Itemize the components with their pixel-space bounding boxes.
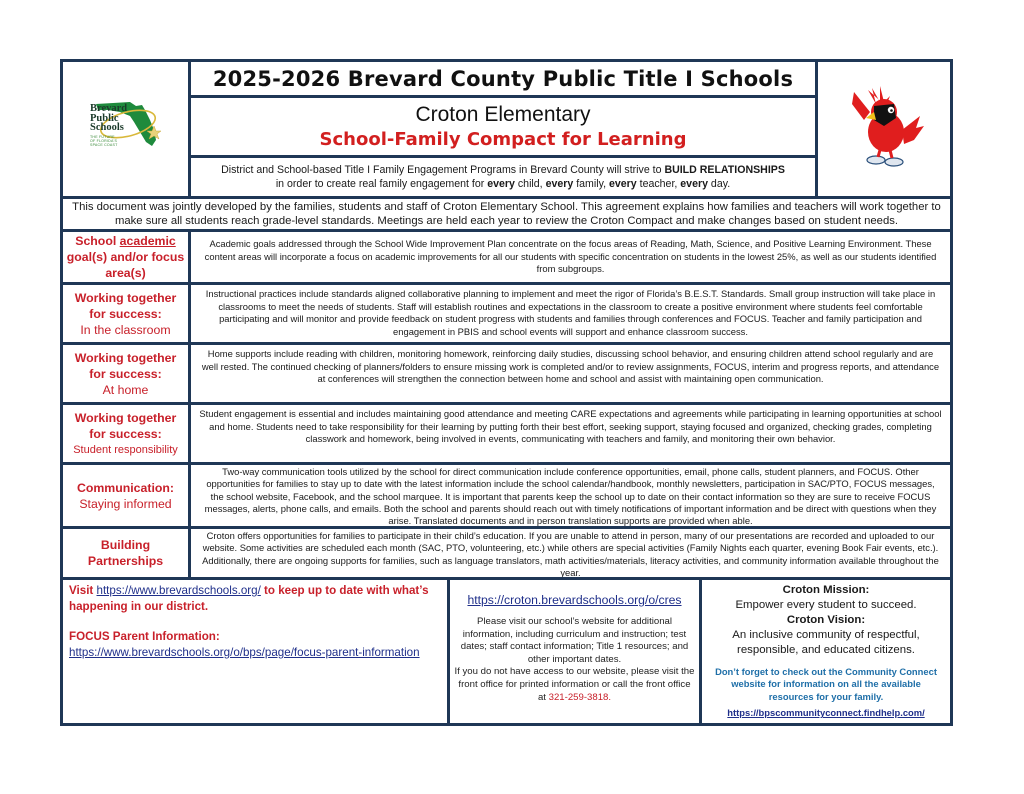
vision-heading: Croton Vision xyxy=(786,614,862,626)
child-text: child, xyxy=(514,178,546,190)
section-building-partnerships xyxy=(63,526,950,577)
district-logo-cell xyxy=(63,62,191,196)
brevard-public-schools-logo xyxy=(90,98,166,154)
section-student-responsibility xyxy=(63,402,950,462)
document-header xyxy=(63,62,950,196)
compact-title: School-Family Compact for Learning xyxy=(319,129,687,150)
district-statement xyxy=(191,158,815,196)
section-classroom xyxy=(63,282,950,342)
school-cell xyxy=(191,98,815,158)
mission-text: Empower every student to succeed. xyxy=(735,599,917,611)
vision-text: An inclusive community of respectful, responsible, and educated citizens. xyxy=(732,629,920,656)
district-website-link[interactable]: https://www.brevardschools.org/ xyxy=(96,584,261,597)
label-subtext: At home xyxy=(102,382,149,397)
label-text: School xyxy=(75,234,120,248)
every-text: every xyxy=(487,178,515,190)
community-connect-link[interactable]: https://bpscommunityconnect.findhelp.com/ xyxy=(727,707,925,719)
section-label xyxy=(63,405,191,462)
every-text: every xyxy=(680,178,708,190)
logo-line3: Schools xyxy=(90,122,124,133)
community-connect-text: Don’t forget to check out the Community Connect website for information on all the available resources for your family. xyxy=(715,666,937,702)
visit-text-post: to keep up to date with what’s happening in our district. xyxy=(69,584,429,613)
district-text: District and School-based Title I Family Engagement Programs in Brevard County will strive to xyxy=(221,164,665,176)
every-text: every xyxy=(545,178,574,190)
logo-tagline2: OF FLORIDA'S xyxy=(90,139,118,143)
section-label xyxy=(63,232,191,282)
logo-line2: Public xyxy=(90,112,119,124)
day-text: day. xyxy=(707,178,731,190)
label-text: Working together for success: xyxy=(74,290,177,321)
district-text-2: in order to create real family engagement for xyxy=(275,178,488,190)
school-website-text: Please visit our school’s website for additional information, including curriculum and instruction; test dates; staff contact information; Title 1 resources; and other important dates. xyxy=(460,616,689,665)
label-text: Communication: xyxy=(76,480,174,495)
district-links-panel xyxy=(63,580,450,723)
focus-heading: FOCUS Parent Information: xyxy=(69,630,220,643)
compact-document xyxy=(60,59,953,726)
school-name: Croton Elementary xyxy=(415,103,591,126)
family-text: family, xyxy=(573,178,609,190)
school-website-link[interactable]: https://croton.brevardschools.org/o/cres xyxy=(467,593,682,607)
mission-heading: Croton Mission xyxy=(782,584,866,596)
page-title: 2025-2026 Brevard County Public Title I Schools xyxy=(212,66,794,91)
cardinal-mascot-icon xyxy=(846,82,926,172)
section-academic-goals xyxy=(63,229,950,282)
label-text: Working together for success: xyxy=(74,410,177,441)
front-office-text: If you do not have access to our website, please visit the front office for printed information or call the front office at xyxy=(454,666,695,703)
compact-intro xyxy=(63,196,950,229)
section-label xyxy=(63,529,191,577)
section-text: Instructional practices include standards aligned collaborative planning to implement and meet the rigor of Florida’s B.E.S.T. Standards. Small group instruction will take place in classrooms to meet the needs of students. Staff will establish routines and expectations in the classroom to create a positive environment where students feel comfortable participating and will monitor and provide feedback on student progress with students and families through conferences and FOCUS. Teacher and family participation and engagement in PBIS and school events will support and enhance classroom success. xyxy=(205,288,936,337)
title-cell xyxy=(191,62,815,98)
teacher-text: teacher, xyxy=(636,178,681,190)
logo-line1: Brevard xyxy=(90,103,128,114)
section-text: Academic goals addressed through the School Wide Improvement Plan concentrate on the focus areas of Reading, Math, Science, and Positive Learning Environment. These content areas will incorporate a focus on academic improvements for all our students with specific concentration on students in the lowest 25%, as well as our students identified from subgroups. xyxy=(204,238,937,275)
focus-parent-link[interactable]: https://www.brevardschools.org/o/bps/page/focus-parent-information xyxy=(69,646,420,659)
section-label xyxy=(63,345,191,402)
phone-number: 321-259-3818. xyxy=(548,691,612,703)
label-text: goal(s) and/or focus area(s) xyxy=(66,250,185,280)
section-text: Student engagement is essential and includes maintaining good attendance and meeting CARE expectations and agreements while participating in learning opportunities at school and home. Students need to take responsibility for their learning by putting forth their best effort, seeking support, staying focused and organized, checking grades, completing classwork and homework, being involved in events, communicating with teachers and family, and monitoring their own behavior. xyxy=(199,408,942,445)
visit-text: Visit xyxy=(69,584,97,597)
mission-vision-panel: Croton Mission: Empower every student to succeed. Croton Vision: An inclusive community of respectful, responsible, and educated citizens. Don’t forget to check out the Community Connect website for information on all the available resources for your family. https://bpscommunityconnect.findhelp.com/ xyxy=(702,580,950,723)
section-text: Two-way communication tools utilized by the school for direct communication include conference opportunities, email, phone calls, student planners, and FOCUS. Other opportunities for families to stay up to date with the latest information include the school calendar/handbook, monthly newsletters, participation in SAC/PTO, FOCUS messages, the school website, Facebook, and the school marquee. It is important that parents keep the school up to date on their contact information so they are sure to receive FOCUS messages, alerts, phone calls, and emails. Both the school and parents should reach out with timely notifications of important information and be direct with questions when they arise. Translated documents and in person translation supports are provided when able. xyxy=(204,466,937,527)
mascot-cell xyxy=(815,62,950,196)
section-label xyxy=(63,465,191,526)
section-at-home xyxy=(63,342,950,402)
intro-line-1: This document was jointly developed by the families, students and staff of Croton Elementary School. This agreement explains how families and teachers will work together to xyxy=(72,201,941,213)
section-label xyxy=(63,285,191,342)
section-text: Croton offers opportunities for families to participate in their child’s education. If you are unable to attend in person, many of our presentations are recorded and uploaded to our website. Some activities are scheduled each month (SAC, PTO, volunteering, etc.) while others are special activities (Family Nights each quarter, evening Book Fair events, etc.). Additionally, there are ongoing supports for families, such as language translators, math activities/materials, literacy activities, and community information available throughout the year. xyxy=(202,530,939,578)
label-underlined-text: academic xyxy=(119,234,176,248)
logo-tagline3: SPACE COAST xyxy=(90,143,118,147)
section-communication xyxy=(63,462,950,526)
label-text: Building Partnerships xyxy=(87,538,164,568)
build-relationships-text: BUILD RELATIONSHIPS xyxy=(664,164,785,176)
every-text: every xyxy=(608,178,637,190)
intro-line-2: make sure all students reach grade-level standards. Meetings are held each year to review the Croton Compact and make changes based on student needs. xyxy=(114,215,899,227)
label-subtext: Staying informed xyxy=(79,496,172,511)
label-text: Working together for success: xyxy=(74,350,177,381)
logo-tagline1: THE FUTURE xyxy=(90,135,115,139)
label-subtext: Student responsibility xyxy=(73,443,178,456)
label-subtext: In the classroom xyxy=(80,322,171,337)
school-website-panel xyxy=(450,580,702,723)
section-text: Home supports include reading with children, monitoring homework, reinforcing daily studies, discussing school behavior, and ensuring children attend school regularly and are well rested. The continued checking of planners/folders to ensure missing work is completed and/or to review assignments, FOCUS, interim and progress reports, and attendance at conferences will strengthen the connection between home and school and assist with maintaining open communication. xyxy=(201,348,940,385)
bottom-info xyxy=(63,577,950,723)
